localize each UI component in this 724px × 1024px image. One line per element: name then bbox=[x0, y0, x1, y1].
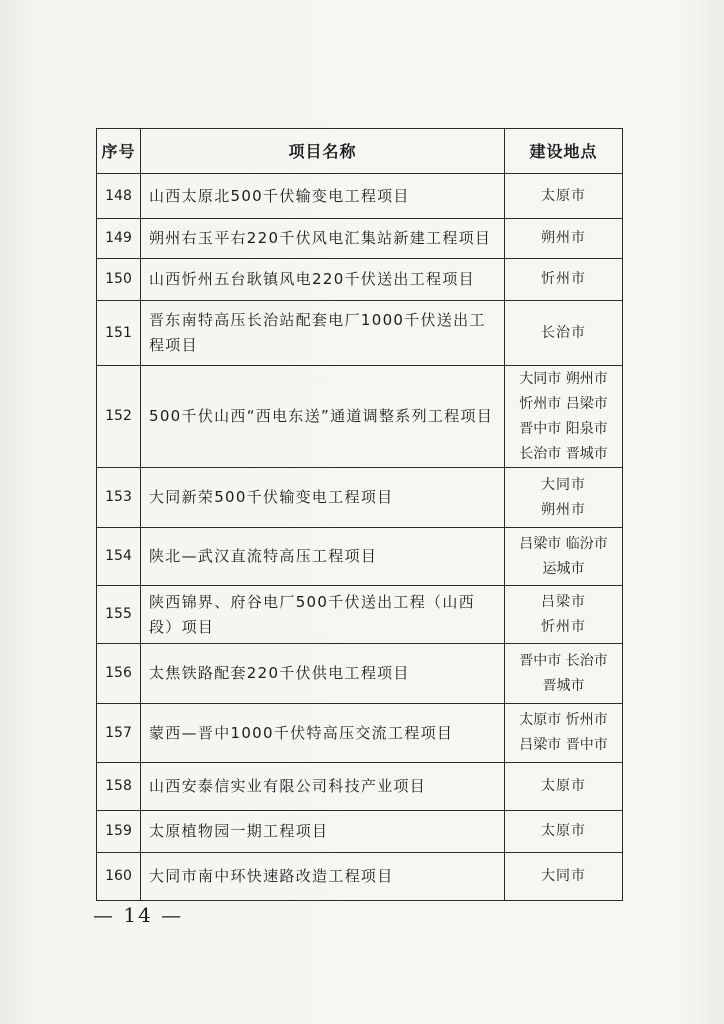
table-row bbox=[97, 301, 623, 366]
location-line: 晋中市 阳泉市 bbox=[519, 420, 608, 437]
row-no: 156 bbox=[97, 644, 141, 704]
location-line: 吕梁市 临汾市 bbox=[519, 535, 608, 552]
row-no: 154 bbox=[97, 528, 141, 586]
page-number: — 14 — bbox=[93, 903, 184, 927]
location-line: 大同市 朔州市 bbox=[519, 370, 608, 387]
row-name: 蒙西—晋中1000千伏特高压交流工程项目 bbox=[141, 704, 505, 763]
header-name: 项目名称 bbox=[141, 129, 505, 174]
row-name: 500千伏山西“西电东送”通道调整系列工程项目 bbox=[141, 366, 505, 468]
location-line: 太原市 bbox=[541, 187, 586, 204]
row-location bbox=[505, 811, 623, 853]
row-location bbox=[505, 219, 623, 259]
row-name: 山西忻州五台耿镇风电220千伏送出工程项目 bbox=[141, 259, 505, 301]
row-name: 太原植物园一期工程项目 bbox=[141, 811, 505, 853]
row-location bbox=[505, 259, 623, 301]
row-name: 陕北—武汉直流特高压工程项目 bbox=[141, 528, 505, 586]
row-no: 152 bbox=[97, 366, 141, 468]
location-line: 忻州市 bbox=[541, 271, 586, 287]
row-location bbox=[505, 366, 623, 468]
row-location bbox=[505, 301, 623, 366]
table-row bbox=[97, 468, 623, 528]
row-no: 151 bbox=[97, 301, 141, 366]
location-line: 大同市 bbox=[541, 868, 586, 884]
row-no: 150 bbox=[97, 259, 141, 301]
location-line: 忻州市 吕梁市 bbox=[519, 395, 608, 412]
row-no: 159 bbox=[97, 811, 141, 853]
table-row bbox=[97, 811, 623, 853]
table-row bbox=[97, 644, 623, 704]
location-line: 忻州市 bbox=[541, 618, 586, 635]
row-location bbox=[505, 763, 623, 811]
row-no: 153 bbox=[97, 468, 141, 528]
row-no: 158 bbox=[97, 763, 141, 811]
table-row bbox=[97, 528, 623, 586]
row-name: 朔州右玉平右220千伏风电汇集站新建工程项目 bbox=[141, 219, 505, 259]
row-name: 大同市南中环快速路改造工程项目 bbox=[141, 853, 505, 901]
row-name: 太焦铁路配套220千伏供电工程项目 bbox=[141, 644, 505, 704]
row-no: 160 bbox=[97, 853, 141, 901]
row-location bbox=[505, 644, 623, 704]
row-location bbox=[505, 853, 623, 901]
location-line: 吕梁市 晋中市 bbox=[519, 737, 608, 753]
location-line: 太原市 bbox=[541, 823, 586, 839]
row-location bbox=[505, 528, 623, 586]
table-row bbox=[97, 219, 623, 259]
table-row bbox=[97, 259, 623, 301]
table-row bbox=[97, 366, 623, 468]
table-row bbox=[97, 586, 623, 644]
row-location bbox=[505, 586, 623, 644]
row-name: 山西太原北500千伏输变电工程项目 bbox=[141, 174, 505, 219]
row-no: 148 bbox=[97, 174, 141, 219]
table-row bbox=[97, 174, 623, 219]
location-line: 朔州市 bbox=[541, 230, 586, 246]
row-name: 山西安泰信实业有限公司科技产业项目 bbox=[141, 763, 505, 811]
location-line: 长治市 晋城市 bbox=[519, 445, 608, 462]
row-name: 大同新荣500千伏输变电工程项目 bbox=[141, 468, 505, 528]
location-line: 晋中市 长治市 bbox=[519, 652, 608, 669]
row-location bbox=[505, 174, 623, 219]
location-line: 朔州市 bbox=[541, 501, 586, 518]
location-line: 长治市 bbox=[541, 324, 586, 341]
project-table bbox=[96, 128, 623, 901]
location-line: 晋城市 bbox=[542, 677, 585, 694]
row-no: 157 bbox=[97, 704, 141, 763]
row-location bbox=[505, 468, 623, 528]
row-no: 149 bbox=[97, 219, 141, 259]
location-line: 吕梁市 bbox=[541, 593, 586, 610]
location-line: 大同市 bbox=[541, 476, 586, 493]
location-line: 太原市 忻州市 bbox=[519, 712, 608, 728]
table-header-row bbox=[97, 129, 623, 174]
row-no: 155 bbox=[97, 586, 141, 644]
header-location: 建设地点 bbox=[505, 129, 623, 174]
row-name: 晋东南特高压长治站配套电厂1000千伏送出工程项目 bbox=[141, 301, 505, 366]
table-row bbox=[97, 763, 623, 811]
header-no: 序号 bbox=[97, 129, 141, 174]
location-line: 运城市 bbox=[542, 560, 585, 577]
row-location bbox=[505, 704, 623, 763]
table-row bbox=[97, 704, 623, 763]
location-line: 太原市 bbox=[541, 778, 586, 794]
table-row bbox=[97, 853, 623, 901]
row-name: 陕西锦界、府谷电厂500千伏送出工程（山西段）项目 bbox=[141, 586, 505, 644]
